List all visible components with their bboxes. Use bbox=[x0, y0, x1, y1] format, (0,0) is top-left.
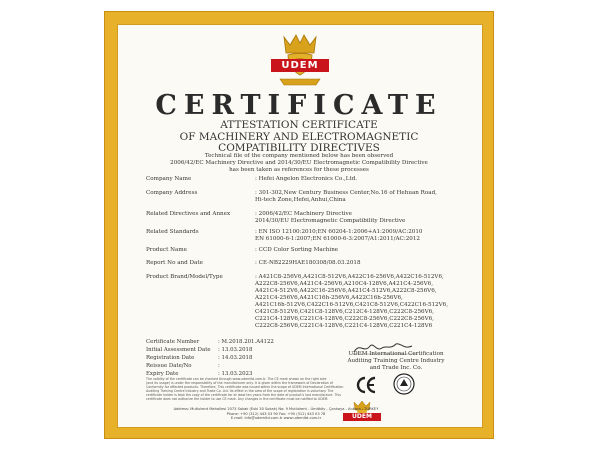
intro-line-1: Technical file of the company mentioned below has been observed bbox=[204, 153, 394, 159]
fine-print-line: Auditing Training Centre Industry and Trade Co. Ltd. Its effect in the area of the scope of registration is voluntary. The bbox=[146, 389, 334, 393]
subtitle-line-2: OF MACHINERY AND ELECTROMAGNETIC bbox=[179, 131, 419, 143]
models-line-8: C222C8-256V6,C221C4-128V6,C221C4-128V6,C221C4-128V6 bbox=[255, 323, 433, 329]
cert-number-label: Certificate Number bbox=[146, 339, 200, 345]
fine-print-line: Conformity for affected products. Therefore, This certificate was issued within the scope of UDEM International Certification bbox=[146, 385, 344, 389]
initial-assessment-value: : 13.03.2018 bbox=[218, 347, 253, 353]
email-line: E-mail: info@udemltd.com.tr www.udemltd.com.tr bbox=[230, 416, 322, 421]
report-value: : CE-NB2229HAE180308/08.03.2018 bbox=[255, 260, 361, 266]
address-block bbox=[146, 407, 406, 421]
models-line-6: C421C8-512V6,C421C8-128V6,C212C4-128V6,C222C8-256V6, bbox=[255, 309, 434, 315]
report-label: Report No and Date bbox=[146, 260, 203, 266]
models-line-1: : A421C8-256V6,A421C8-512V6,A422C16-256V6,A422C16-512V6, bbox=[255, 274, 444, 280]
initial-assessment-label: Initial Assessment Date bbox=[146, 347, 211, 353]
certificate-title: CERTIFICATE bbox=[155, 90, 443, 121]
standards-line-2: EN 61000-6-1:2007;EN 61000-6-3:2007/A1:2011/AC:2012 bbox=[255, 236, 420, 242]
subtitle-line-1: ATTESTATION CERTIFICATE bbox=[220, 119, 378, 131]
udem-brand-label: UDEM bbox=[271, 59, 329, 72]
phone-line: Phone: +90 (312) 443 03 90 Fax: +90 (312) 443 03 78 bbox=[226, 411, 326, 416]
standards-line-1: : EN ISO 12100:2010;EN 60204-1:2006+A1:2009/AC:2010 bbox=[255, 229, 423, 235]
fine-print-line: (and its usage) is under the responsibility of the manufacturer only. It is given within the framework of Declaration of bbox=[146, 381, 333, 385]
registration-label: Registration Date bbox=[146, 355, 195, 361]
issuer-block bbox=[336, 351, 456, 373]
registration-value: : 14.03.2018 bbox=[218, 355, 253, 361]
company-address-label: Company Address bbox=[146, 190, 198, 196]
company-name-value: : Hefei Angelon Electronics Co.,Ltd. bbox=[255, 176, 358, 182]
product-name-value: : CCD Color Sorting Machine bbox=[255, 247, 339, 253]
issuer-line-2: Auditing Training Centre Industry bbox=[347, 358, 445, 365]
address-line: Address: Mutlukent Mahallesi 2073 Sokak (Eski 30 Sokak) No: 9 Mutlukent - Ümitköy - Çankaya - Ankara - TURKEY bbox=[173, 407, 379, 411]
models-line-7: C221C4-128V6,C221C4-128V6,C222C8-256V6,C222C8-256V6, bbox=[255, 316, 434, 322]
company-address-line-2: Hi-tech Zone,Hefei,Anhui,China bbox=[255, 197, 346, 203]
standards-label: Related Standards bbox=[146, 229, 199, 235]
models-line-2: A222C8-256V6,A421C4-256V6,A210C4-128V6,A421C4-256V6, bbox=[255, 281, 433, 287]
models-line-3: A421C4-512V6,A422C16-256V6,A421C4-512V6,A222C8-256V6, bbox=[255, 288, 437, 294]
fine-print-line: The validity of the certificate can be checked through www.udemltd.com.tr. The CE mark shown on the right side bbox=[146, 377, 327, 381]
expiry-value: : 13.03.2023 bbox=[218, 371, 253, 377]
fine-print-line: certificate does not authorize the holder to use CE mark. Any changes in the certificate must be notified to UDEM. bbox=[146, 397, 329, 401]
intro-line-2: 2006/42/EC Machinery Directive and 2014/30/EU Electromagnetic Compatibility Directive bbox=[170, 160, 428, 166]
issuer-line-1: UDEM International Certification bbox=[348, 351, 444, 357]
company-name-label: Company Name bbox=[146, 176, 192, 182]
models-line-4: A221C4-256V6,A421C16h-256V6,A422C16h-256V6, bbox=[255, 295, 403, 301]
issuer-line-3: and Trade Inc. Co. bbox=[369, 365, 423, 372]
directives-line-2: 2014/30/EU Electromagnetic Compatibility Directive bbox=[255, 218, 406, 224]
cert-number-value: : M.2018.201.A4122 bbox=[218, 339, 274, 345]
product-name-label: Product Name bbox=[146, 247, 187, 253]
models-line-5: A421C16h-512V6,C422C16-512V6,C421C8-512V6,C422C16-512V6, bbox=[255, 302, 448, 308]
reissue-value: : bbox=[218, 363, 220, 369]
intro-line-3: has been taken as references for these processes bbox=[229, 167, 369, 173]
models-label: Product Brand/Model/Type bbox=[146, 274, 223, 280]
expiry-label: Expiry Date bbox=[146, 371, 179, 377]
fine-print-line: certificate holder is kept the copy of the certificate for at least ten years from the date of product's last manufacture. This bbox=[146, 393, 341, 397]
subtitle-line-3: COMPATIBILITY DIRECTIVES bbox=[218, 142, 380, 154]
reissue-label: Reissue Date/No bbox=[146, 363, 192, 369]
directives-label: Related Directives and Annex bbox=[146, 211, 231, 217]
company-address-line-1: : 301-302,New Century Business Center,No.16 of Hehuan Road, bbox=[255, 190, 437, 196]
udem-footer-label: UDEM bbox=[343, 413, 381, 421]
directives-line-1: : 2006/42/EC Machinery Directive bbox=[255, 211, 352, 217]
fine-print bbox=[146, 377, 446, 401]
